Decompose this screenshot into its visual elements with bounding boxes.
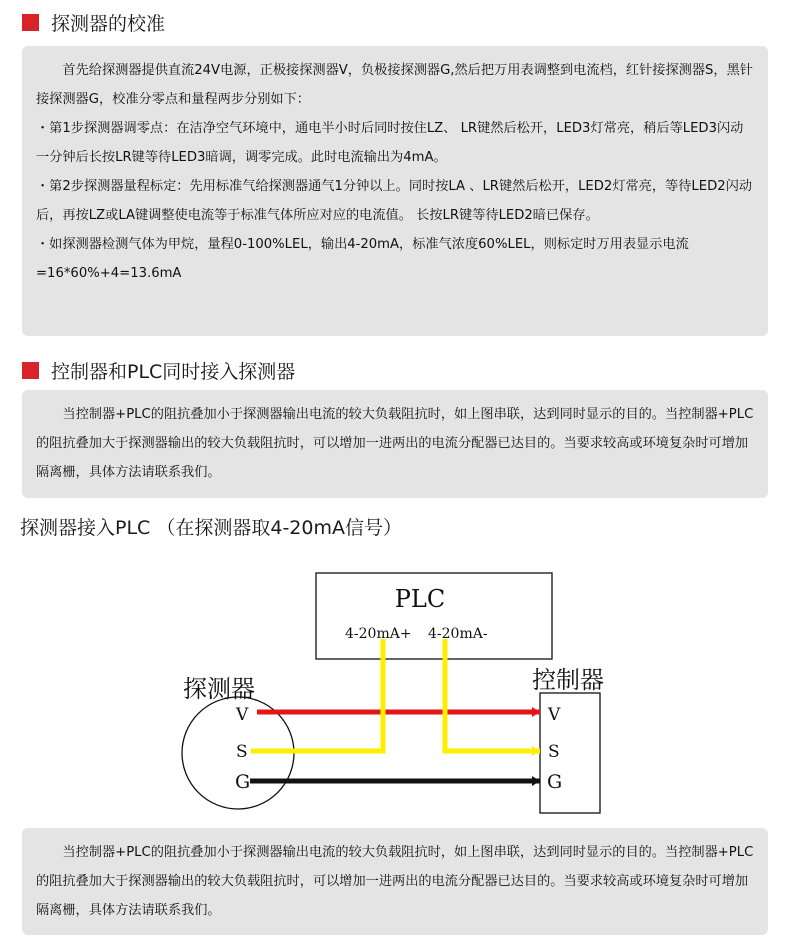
wire-s-arrow [532,746,540,756]
detector-terminal-s: S [236,742,248,762]
section-controller-plc-header [22,357,295,383]
section-marker [22,14,39,31]
calibration-step-2: ・第2步探测器量程标定：先用标准气给探测器通气1分钟以上。同时按LA 、LR键然后松开，LED2灯常亮，等待LED2闪动后，再按LZ或LA键调整使电流等于标准气体所应对应的电流值。 长按LR键等待LED2暗已保存。 [36,179,753,223]
detector-terminal-v: V [236,705,249,725]
controller-label: 控制器 [532,666,604,694]
calibration-intro: 首先给探测器提供直流24V电源，正极接探测器V，负极接探测器G,然后把万用表调整到电流档，红针接探测器S，黑针接探测器G，校准分零点和量程两步分别如下： [36,63,753,107]
wire-v-arrow [532,707,540,717]
section-title: 探测器的校准 [51,12,166,35]
section-title: 控制器和PLC同时接入探测器 [51,360,296,383]
wire-g-arrow [532,776,540,786]
footer-panel [22,828,768,935]
controller-plc-panel [22,390,768,498]
detector-label: 探测器 [183,675,255,703]
wire-s-from-plc-negative [445,639,540,751]
diagram-title: 探测器接入PLC （在探测器取4-20mA信号） [20,517,402,539]
section-calibration-header [22,9,165,35]
controller-terminal-v: V [548,705,561,725]
wiring-diagram [0,545,790,830]
controller-terminal-s: S [548,742,560,762]
plc-terminal-positive: 4-20mA+ [345,626,412,642]
plc-terminal-negative: 4-20mA- [428,626,488,642]
plc-label: PLC [394,585,446,613]
controller-plc-text: 当控制器+PLC的阻抗叠加小于探测器输出电流的较大负载阻抗时，如上图串联，达到同时显示的目的。当控制器+PLC的阻抗叠加大于探测器输出的较大负载阻抗时，可以增加一进两出的电流分配器已达目的。当要求较高或环境复杂时可增加隔离栅，具体方法请联系我们。 [36,407,754,480]
calibration-step-1: ・第1步探测器调零点：在洁净空气环境中，通电半小时后同时按住LZ、 LR键然后松开，LED3灯常亮，稍后等LED3闪动一分钟后长按LR键等待LED3暗调，调零完成。此时电流输出为4mA。 [36,121,744,165]
wire-s-to-plc-positive [251,639,383,751]
detector-terminal-g: G [235,771,251,793]
controller-terminal-g: G [547,771,563,793]
section-marker [22,362,39,379]
calibration-panel [22,46,768,336]
calibration-example: ・如探测器检测气体为甲烷，量程0-100%LEL，输出4-20mA，标准气浓度60%LEL，则标定时万用表显示电流=16*60%+4=13.6mA [36,237,689,281]
footer-text: 当控制器+PLC的阻抗叠加小于探测器输出电流的较大负载阻抗时，如上图串联，达到同时显示的目的。当控制器+PLC的阻抗叠加大于探测器输出的较大负载阻抗时，可以增加一进两出的电流分配器已达目的。当要求较高或环境复杂时可增加隔离栅，具体方法请联系我们。 [36,845,754,918]
